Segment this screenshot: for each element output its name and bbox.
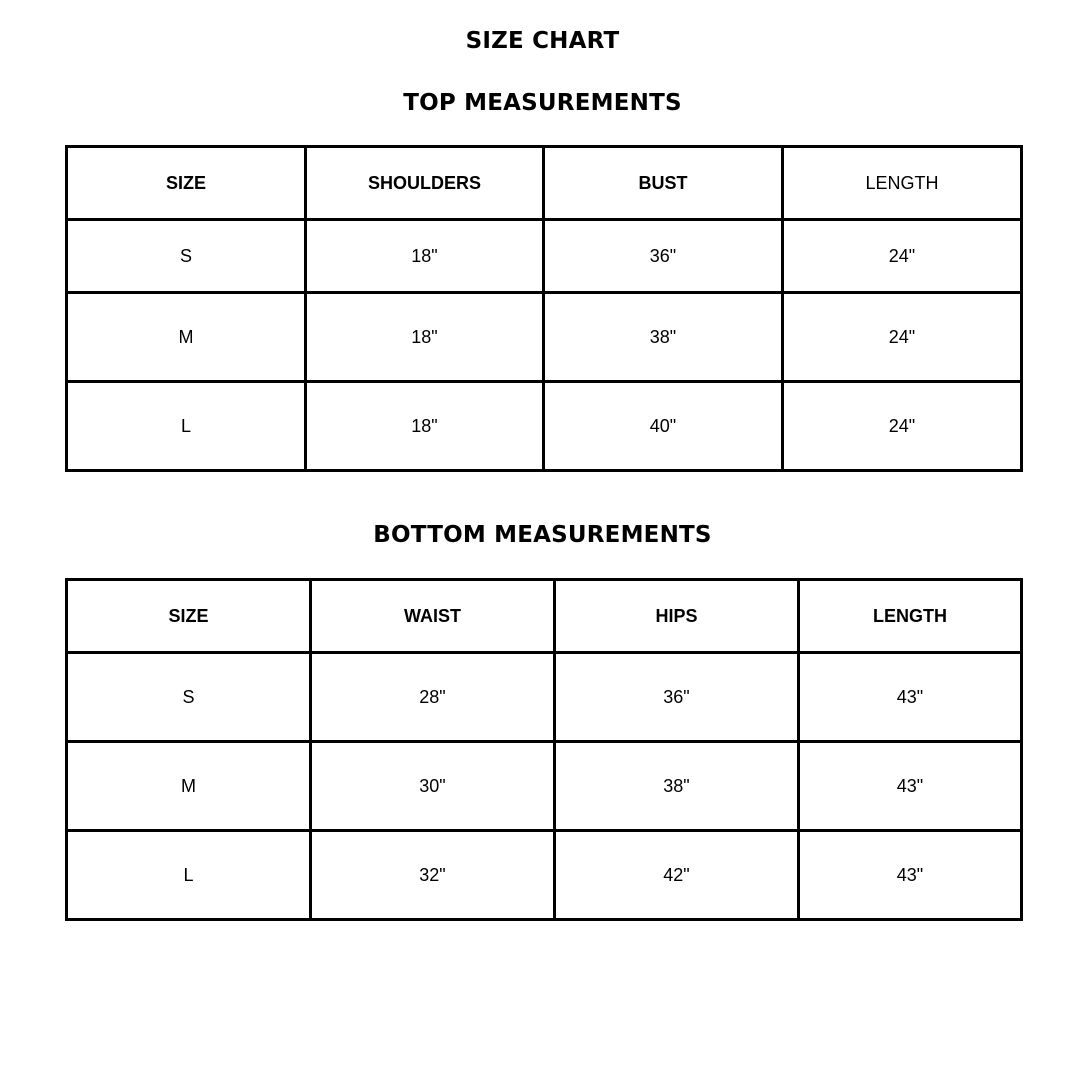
page-title: SIZE CHART [465, 28, 620, 54]
top-measurements-heading: TOP MEASUREMENTS [403, 90, 682, 116]
table-header-row [67, 580, 1022, 653]
table-cell: 30" [311, 742, 555, 831]
table-header-row [67, 147, 1022, 220]
table-cell: 38" [544, 293, 783, 382]
table-row [67, 742, 1022, 831]
bottom-measurements-table [65, 578, 1023, 921]
table-cell: 18" [306, 293, 544, 382]
table-cell: M [67, 742, 311, 831]
table-cell: L [67, 382, 306, 471]
column-header-length: LENGTH [783, 147, 1022, 220]
column-header-size: SIZE [67, 580, 311, 653]
column-header-bust: BUST [544, 147, 783, 220]
table-cell: 24" [783, 382, 1022, 471]
table-cell: 24" [783, 293, 1022, 382]
column-header-shoulders: SHOULDERS [306, 147, 544, 220]
table-cell: 36" [544, 220, 783, 293]
table-cell: 18" [306, 220, 544, 293]
column-header-size: SIZE [67, 147, 306, 220]
table-cell: S [67, 220, 306, 293]
bottom-measurements-heading: BOTTOM MEASUREMENTS [373, 522, 712, 548]
table-cell: 32" [311, 831, 555, 920]
table-cell: 43" [799, 831, 1022, 920]
table-cell: 38" [555, 742, 799, 831]
table-row [67, 831, 1022, 920]
table-cell: M [67, 293, 306, 382]
top-measurements-table [65, 145, 1023, 472]
table-cell: 18" [306, 382, 544, 471]
table-cell: 24" [783, 220, 1022, 293]
table-row [67, 653, 1022, 742]
table-row [67, 293, 1022, 382]
table-cell: 36" [555, 653, 799, 742]
table-cell: 43" [799, 742, 1022, 831]
column-header-waist: WAIST [311, 580, 555, 653]
table-row [67, 382, 1022, 471]
table-cell: 42" [555, 831, 799, 920]
table-cell: 43" [799, 653, 1022, 742]
table-row [67, 220, 1022, 293]
table-cell: L [67, 831, 311, 920]
table-cell: S [67, 653, 311, 742]
table-cell: 28" [311, 653, 555, 742]
table-cell: 40" [544, 382, 783, 471]
column-header-hips: HIPS [555, 580, 799, 653]
column-header-length: LENGTH [799, 580, 1022, 653]
